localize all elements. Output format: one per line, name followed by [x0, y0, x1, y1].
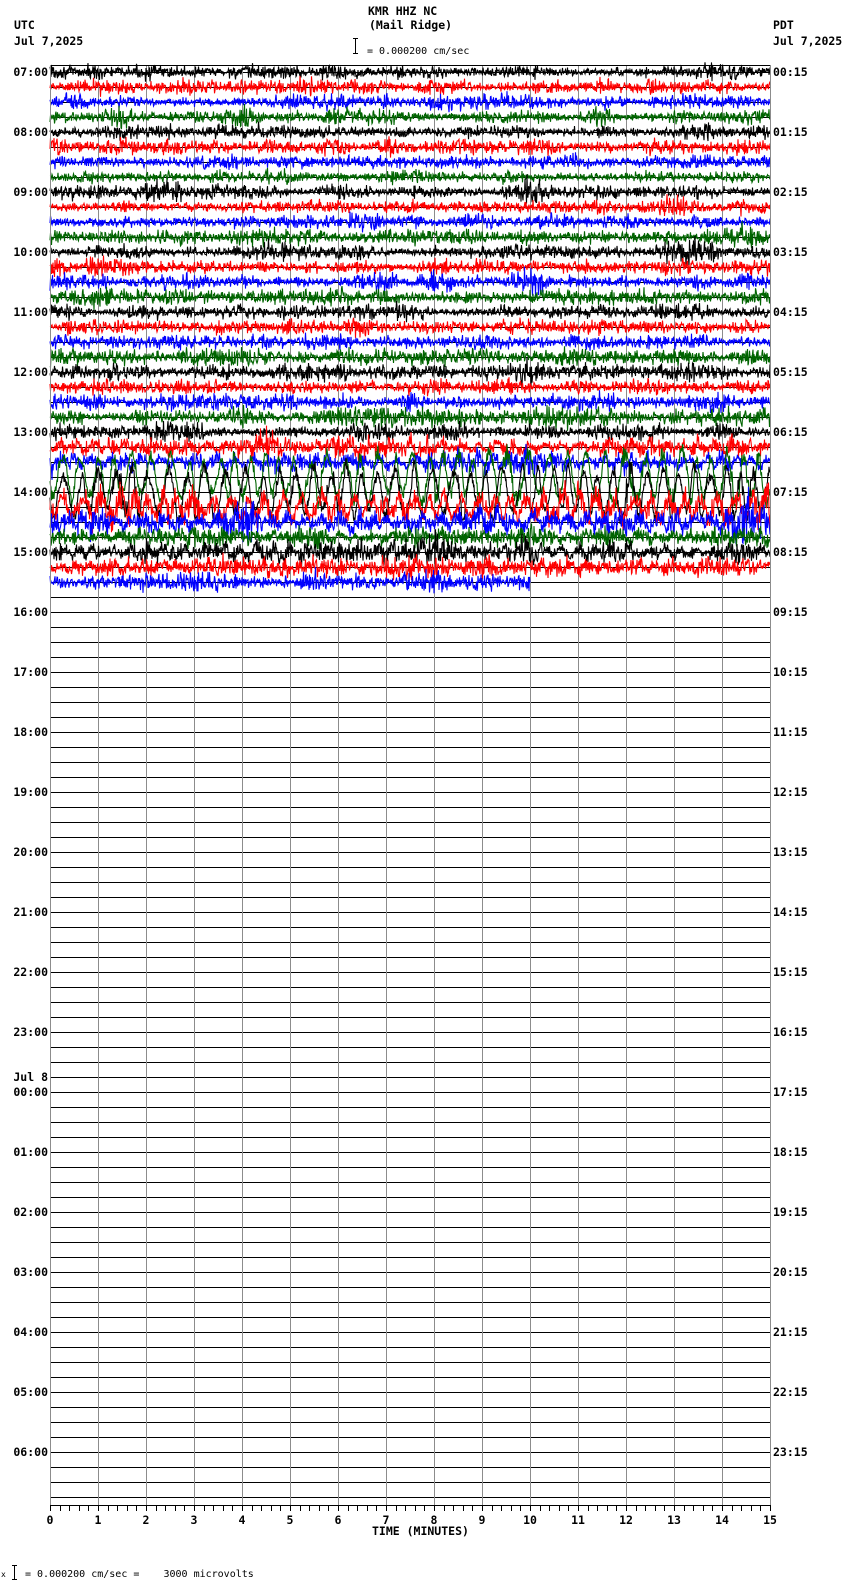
utc-hour-label: 05:00 — [13, 1385, 48, 1399]
local-hour-label: 05:15 — [773, 365, 808, 379]
local-hour-label: 14:15 — [773, 905, 808, 919]
x-tick-label: 11 — [571, 1513, 585, 1527]
local-hour-label: 17:15 — [773, 1085, 808, 1099]
station-title: KMR HHZ NC — [368, 4, 438, 18]
utc-hour-label: 18:00 — [13, 725, 48, 739]
seismic-trace — [50, 390, 770, 413]
local-hour-label: 23:15 — [773, 1445, 808, 1459]
scale-bar-icon — [353, 39, 358, 54]
footer-marker: x — [1, 1570, 6, 1579]
local-hour-label: 15:15 — [773, 965, 808, 979]
x-tick-label: 6 — [334, 1513, 342, 1527]
x-tick-label: 2 — [142, 1513, 150, 1527]
footer — [1, 1566, 254, 1581]
local-hour-label: 00:15 — [773, 65, 808, 79]
x-tick-label: 4 — [238, 1513, 246, 1527]
seismic-trace — [50, 267, 770, 297]
x-tick-label: 10 — [523, 1513, 537, 1527]
local-hour-label: 18:15 — [773, 1145, 808, 1159]
x-tick-label: 12 — [619, 1513, 633, 1527]
seismic-trace — [50, 256, 770, 278]
x-tick-label: 1 — [94, 1513, 102, 1527]
seismic-trace — [50, 91, 770, 112]
local-hour-label: 21:15 — [773, 1325, 808, 1339]
utc-hour-labels — [13, 65, 48, 1459]
footer-scale-text: = 0.000200 cm/sec = 3000 microvolts — [25, 1569, 254, 1580]
utc-hour-label: 13:00 — [13, 425, 48, 439]
utc-hour-label: 02:00 — [13, 1205, 48, 1219]
local-hour-label: 07:15 — [773, 485, 808, 499]
local-hour-label: 12:15 — [773, 785, 808, 799]
date-change-label: Jul 8 — [13, 1070, 48, 1084]
scale-bar-icon — [12, 1566, 17, 1580]
x-axis — [47, 1505, 777, 1538]
utc-hour-label: 11:00 — [13, 305, 48, 319]
utc-hour-label: 19:00 — [13, 785, 48, 799]
x-tick-label: 5 — [286, 1513, 294, 1527]
x-tick-label: 0 — [46, 1513, 54, 1527]
seismic-trace — [50, 76, 770, 97]
utc-hour-label: 04:00 — [13, 1325, 48, 1339]
local-hour-label: 22:15 — [773, 1385, 808, 1399]
x-tick-label: 8 — [430, 1513, 438, 1527]
x-tick-label: 13 — [667, 1513, 681, 1527]
local-hour-label: 04:15 — [773, 305, 808, 319]
local-hour-label: 11:15 — [773, 725, 808, 739]
utc-hour-label: 16:00 — [13, 605, 48, 619]
scale-label: = 0.000200 cm/sec — [367, 46, 470, 57]
x-tick-label: 3 — [190, 1513, 198, 1527]
utc-hour-label: 07:00 — [13, 65, 48, 79]
utc-hour-label: 08:00 — [13, 125, 48, 139]
local-hour-label: 02:15 — [773, 185, 808, 199]
local-hour-label: 16:15 — [773, 1025, 808, 1039]
local-hour-label: 01:15 — [773, 125, 808, 139]
utc-hour-label: 10:00 — [13, 245, 48, 259]
seismic-trace — [50, 301, 770, 322]
local-hour-label: 13:15 — [773, 845, 808, 859]
local-hour-label: 10:15 — [773, 665, 808, 679]
utc-hour-label: 03:00 — [13, 1265, 48, 1279]
x-axis-title: TIME (MINUTES) — [372, 1524, 469, 1538]
seismic-trace — [50, 333, 770, 351]
x-tick-label: 14 — [715, 1513, 729, 1527]
utc-hour-label: 00:00 — [13, 1085, 48, 1099]
left-timezone: UTC — [14, 18, 35, 32]
local-hour-label: 03:15 — [773, 245, 808, 259]
utc-hour-label: 01:00 — [13, 1145, 48, 1159]
right-timezone: PDT — [773, 18, 794, 32]
local-hour-labels — [773, 65, 808, 1459]
local-hour-label: 06:15 — [773, 425, 808, 439]
right-date: Jul 7,2025 — [773, 34, 843, 48]
seismic-trace — [50, 152, 770, 170]
x-tick-label: 15 — [763, 1513, 777, 1527]
local-hour-label: 09:15 — [773, 605, 808, 619]
header — [14, 4, 842, 57]
utc-hour-label: 12:00 — [13, 365, 48, 379]
seismic-trace — [50, 236, 770, 267]
utc-hour-label: 14:00 — [13, 485, 48, 499]
local-hour-label: 08:15 — [773, 545, 808, 559]
utc-hour-label: 17:00 — [13, 665, 48, 679]
left-date: Jul 7,2025 — [14, 34, 84, 48]
utc-hour-label: 23:00 — [13, 1025, 48, 1039]
seismic-trace — [50, 377, 770, 396]
utc-hour-label: 09:00 — [13, 185, 48, 199]
utc-hour-label: 22:00 — [13, 965, 48, 979]
x-tick-label: 9 — [478, 1513, 486, 1527]
seismic-trace — [50, 221, 770, 248]
seismic-trace — [50, 136, 770, 157]
utc-hour-label: 21:00 — [13, 905, 48, 919]
utc-hour-label: 06:00 — [13, 1445, 48, 1459]
station-location: (Mail Ridge) — [369, 18, 453, 32]
utc-hour-label: 20:00 — [13, 845, 48, 859]
x-tick-label: 7 — [382, 1513, 390, 1527]
local-hour-label: 20:15 — [773, 1265, 808, 1279]
seismic-trace — [50, 168, 770, 185]
seismic-trace — [50, 104, 770, 129]
utc-hour-label: 15:00 — [13, 545, 48, 559]
seismic-trace — [50, 122, 770, 141]
local-hour-label: 19:15 — [773, 1205, 808, 1219]
